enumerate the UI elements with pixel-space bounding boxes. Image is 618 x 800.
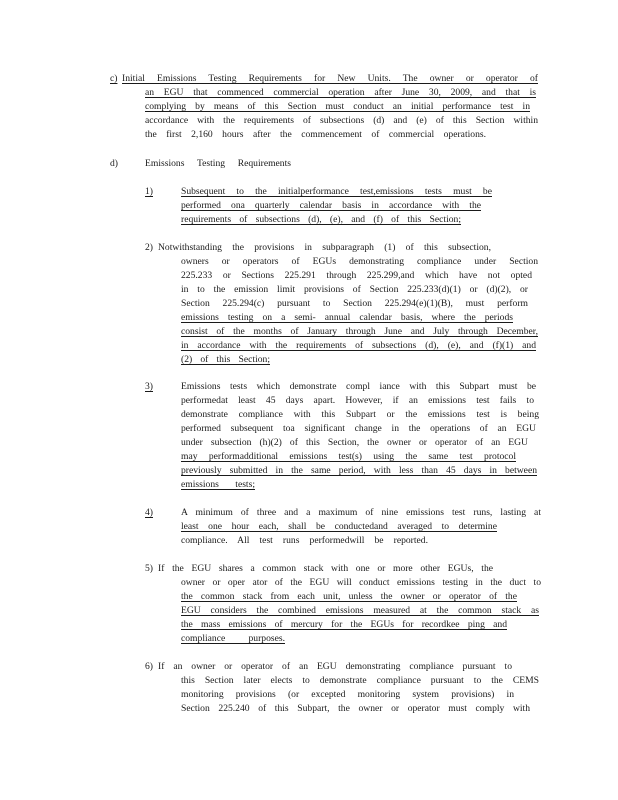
item-3-line-6: may performadditional emissions test(s) using the same test protocol xyxy=(181,451,516,462)
item-5-line-5: the mass emissions of mercury for the EGUs for recordkee ping and xyxy=(181,619,507,630)
item-2-line-2: owners or operators of EGUs demonstrating compliance under Section xyxy=(181,256,538,267)
item-5-line-2: owner or oper ator of the EGU will conduct emissions testing in the duct to xyxy=(181,577,541,588)
item-5-number: 5) xyxy=(145,563,153,574)
item-4-line-1: A minimum of three and a maximum of nine emissions test runs, lasting at xyxy=(181,507,541,518)
item-6-line-3: monitoring provisions (or excepted monitoring system provisions) in xyxy=(181,689,514,700)
item-5-line-6: compliance purposes. xyxy=(181,633,285,644)
item-3-line-5: under subsection (h)(2) of this Section, the owner or operator of an EGU xyxy=(181,437,528,448)
item-6-line-1: If an owner or operator of an EGU demonstrating compliance pursuant to xyxy=(158,661,512,672)
item-2-line-7: consist of the months of January through June and July through December, xyxy=(181,326,538,337)
item-2-line-1: Notwithstanding the provisions in subparagraph (1) of this subsection, xyxy=(158,242,491,253)
item-6-number: 6) xyxy=(145,661,153,672)
item-2-line-9: (2) of this Section; xyxy=(181,354,270,365)
section-c-line-3: complying by means of this Section must conduct an initial performance test in xyxy=(145,101,530,112)
item-4-line-2: least one hour each, shall be conductedand averaged to determine xyxy=(181,521,497,532)
item-4-number: 4) xyxy=(145,507,153,518)
item-3-line-1: Emissions tests which demonstrate compl iance with this Subpart must be xyxy=(181,381,536,392)
item-5-line-3: the common stack from each unit, unless the owner or operator of the xyxy=(181,591,517,602)
item-3-line-2: performedat least 45 days apart. However, if an emissions test fails to xyxy=(181,395,534,406)
item-1-line-1: Subsequent to the initialperformance test,emissions tests must be xyxy=(181,186,492,197)
item-3-line-3: demonstrate compliance with this Subpart or the emissions test is being xyxy=(181,409,539,420)
item-1-number: 1) xyxy=(145,186,153,197)
item-1-line-3: requirements of subsections (d), (e), and (f) of this Section; xyxy=(181,214,461,225)
section-d-title: Emissions Testing Requirements xyxy=(145,158,291,169)
item-6-line-2: this Section later elects to demonstrate compliance pursuant to the CEMS xyxy=(181,675,539,686)
item-2-line-3: 225.233 or Sections 225.291 through 225.299,and which have not opted xyxy=(181,270,532,281)
section-c-label: c) xyxy=(110,73,118,84)
section-c-line-5: the first 2,160 hours after the commencement of commercial operations. xyxy=(145,129,486,140)
item-3-line-8: emissions tests; xyxy=(181,479,255,490)
item-2-line-6: emissions testing on a semi- annual calendar basis, where the periods xyxy=(181,312,513,323)
item-3-number: 3) xyxy=(145,381,153,392)
item-4-line-3: compliance. All test runs performedwill be reported. xyxy=(181,535,428,546)
item-3-line-7: previously submitted in the same period, with less than 45 days in between xyxy=(181,465,537,476)
item-2-number: 2) xyxy=(145,242,153,253)
item-2-line-5: Section 225.294(c) pursuant to Section 225.294(e)(1)(B), must perform xyxy=(181,298,528,309)
item-5-line-1: If the EGU shares a common stack with one or more other EGUs, the xyxy=(158,563,493,574)
item-2-line-8: in accordance with the requirements of subsections (d), (e), and (f)(1) and xyxy=(181,340,536,351)
item-3-line-4: performed subsequent toa significant change in the operations of an EGU xyxy=(181,423,536,434)
item-2-line-4: in to the emission limit provisions of Section 225.233(d)(1) or (d)(2), or xyxy=(181,284,528,295)
item-1-line-2: performed ona quarterly calendar basis in accordance with the xyxy=(181,200,481,211)
item-5-line-4: EGU considers the combined emissions measured at the common stack as xyxy=(181,605,539,616)
section-c-line-1: Initial Emissions Testing Requirements for New Units. The owner or operator of xyxy=(122,73,538,84)
section-d-label: d) xyxy=(110,158,118,169)
item-6-line-4: Section 225.240 of this Subpart, the owner or operator must comply with xyxy=(181,703,530,714)
section-c-line-4: accordance with the requirements of subsections (d) and (e) of this Section within xyxy=(145,115,538,126)
section-c-line-2: an EGU that commenced commercial operation after June 30, 2009, and that is xyxy=(145,87,536,98)
